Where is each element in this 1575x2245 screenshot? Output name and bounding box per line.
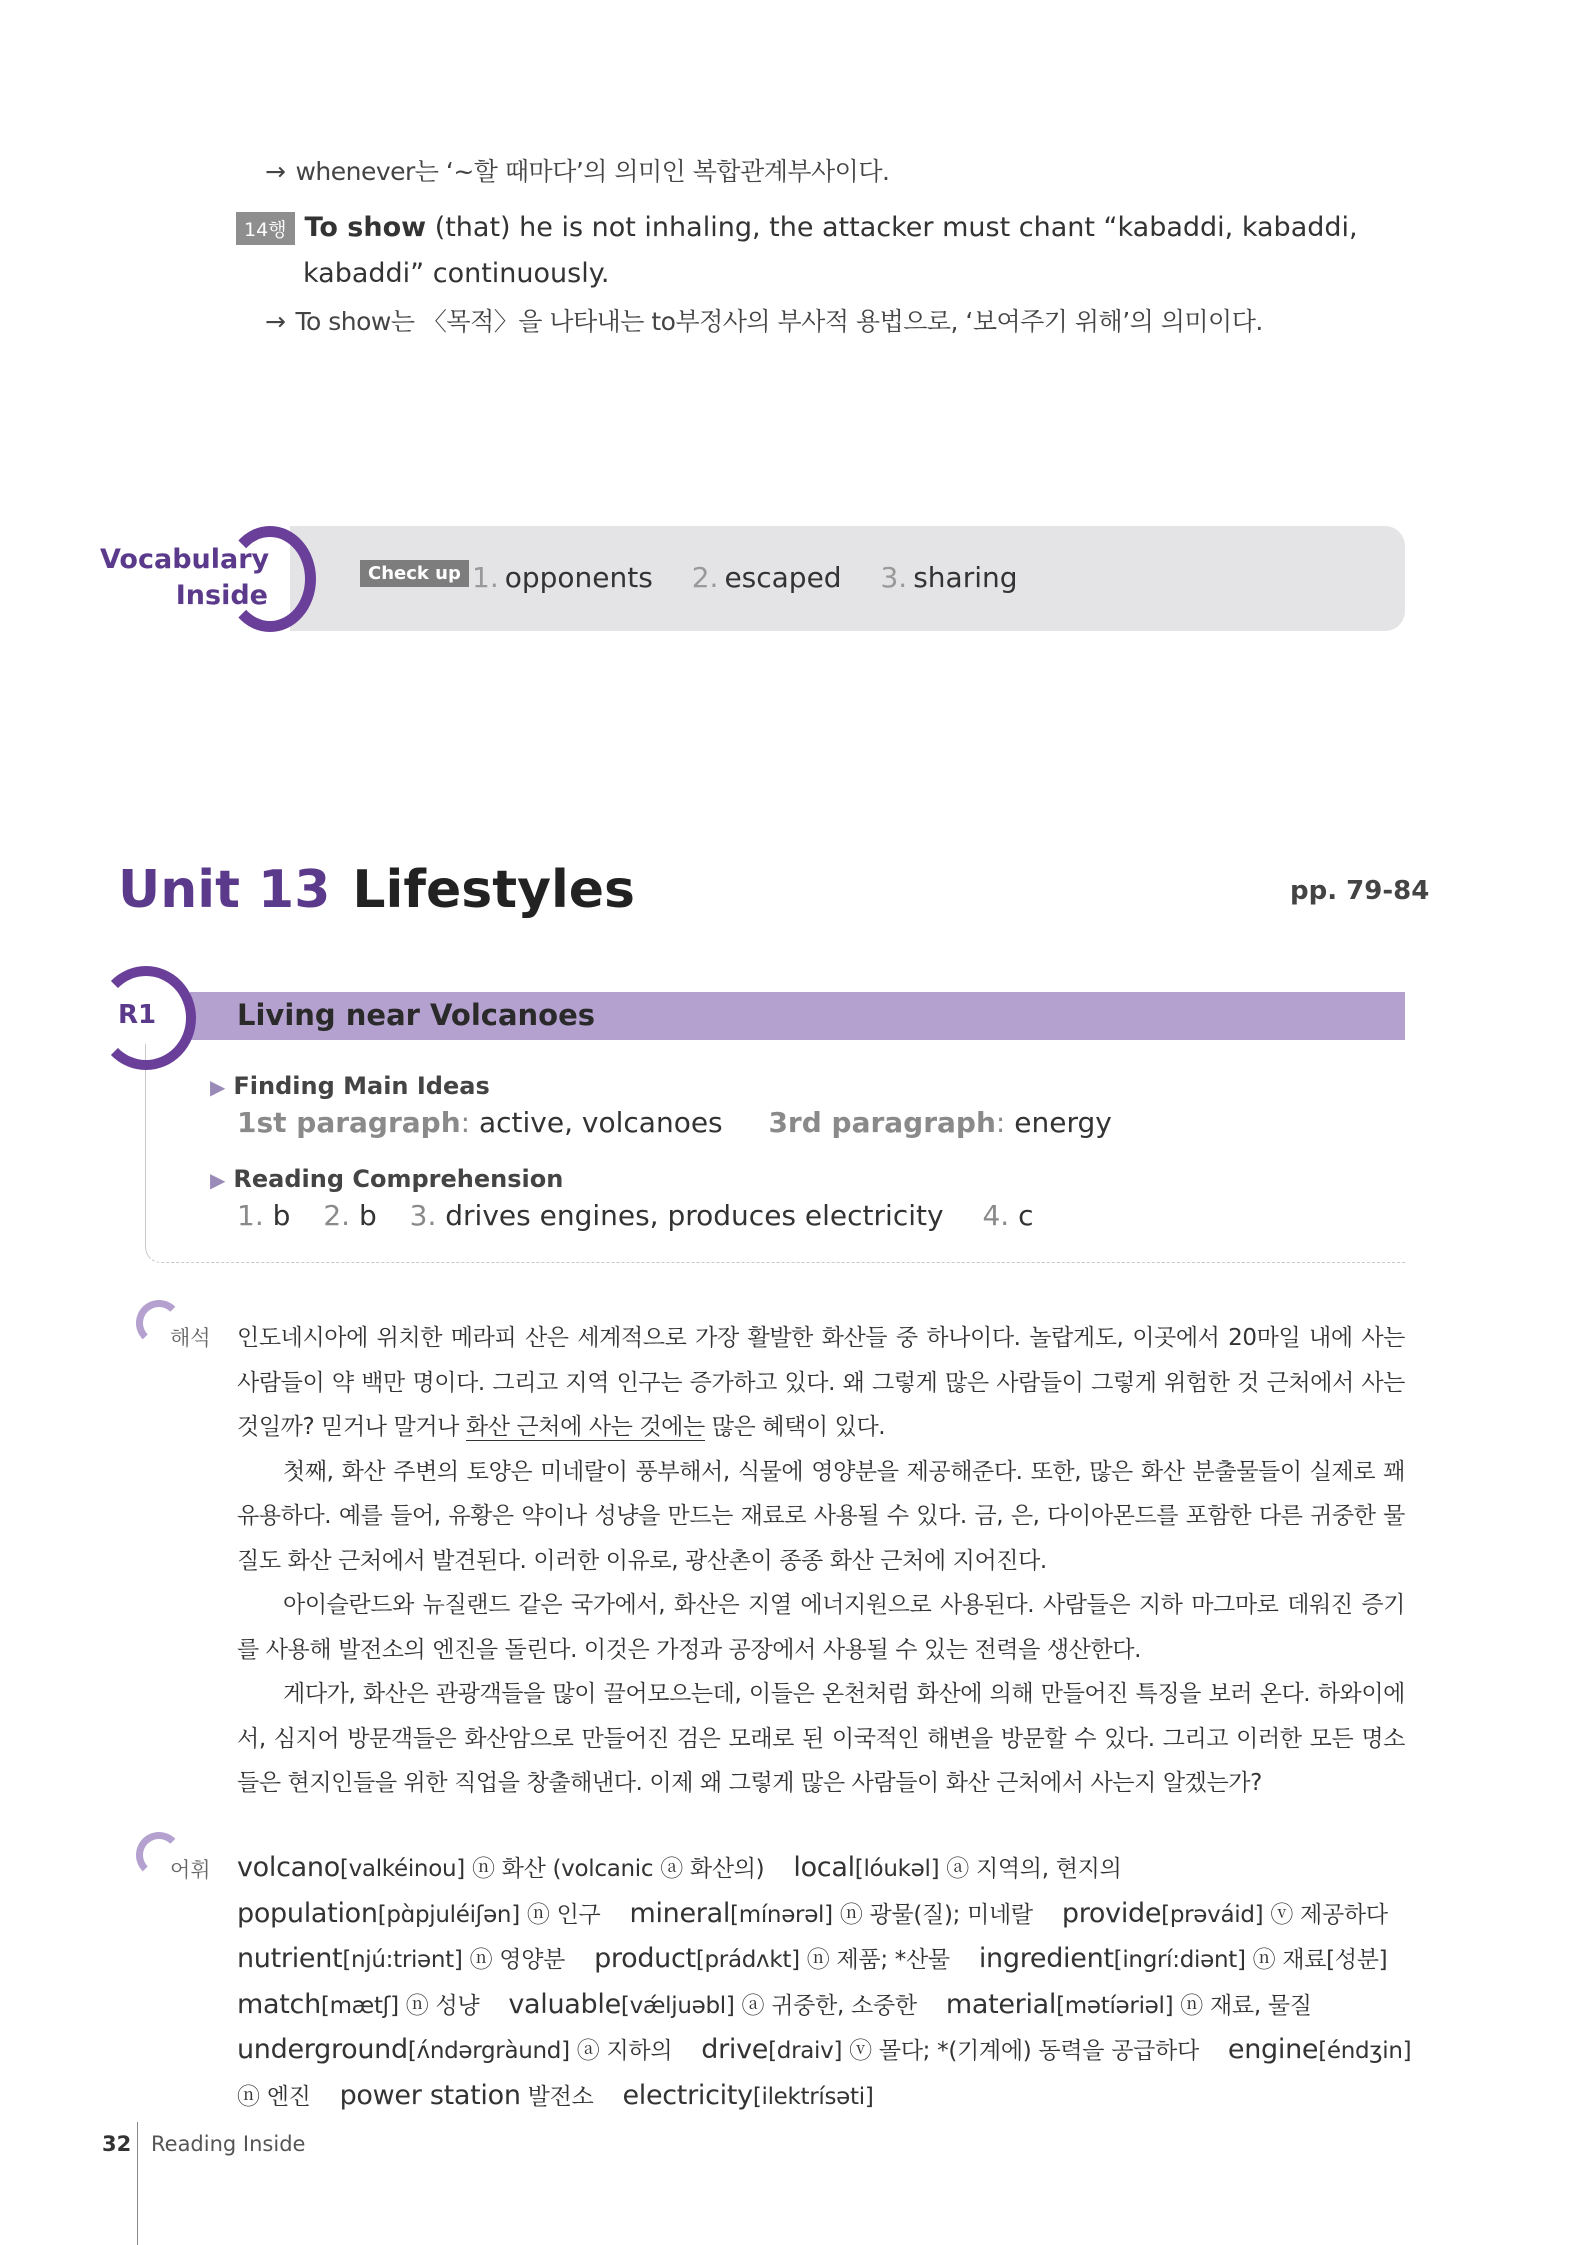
unit-title [118, 860, 635, 920]
example-sentence-cont: kabaddi” continuously. [303, 258, 610, 289]
check-up-badge: Check up [360, 563, 469, 584]
translation-paragraph-3: 아이슬란드와 뉴질랜드 같은 국가에서, 화산은 지열 에너지원으로 사용된다. 사람들은 지하 마그마로 데워진 증기를 사용해 발전소의 엔진을 돌린다. 이것은 가정과 공장에서 사용될 수 있는 전력을 생산한다. [237, 1592, 1405, 1663]
unit-name: Lifestyles [352, 860, 636, 920]
grammar-note-1: → whenever는 ‘~할 때마다’의 의미인 복합관계부사이다. [265, 157, 890, 186]
main-ideas-answers: 1st paragraph: active, volcanoes 3rd paragraph: energy [237, 1106, 1112, 1139]
translation-paragraph-4: 게다가, 화산은 관광객들을 많이 끌어모으는데, 이들은 온천처럼 화산에 의해 만들어진 특징을 보러 온다. 하와이에서, 심지어 방문객들은 화산암으로 만들어진 검은 모래로 된 이국적인 해변을 방문할 수 있다. 그리고 이러한 모든 명소들은 현지인들을 위한 직업을 창출해낸다. 이제 왜 그렇게 많은 사람들이 화산 근처에서 사는지 알겠는가? [237, 1681, 1405, 1796]
line-number-badge: 14행 [236, 212, 295, 245]
vocab-item: power station 발전소 [339, 2079, 594, 2111]
translation-paragraph-1: 인도네시아에 위치한 메라피 산은 세계적으로 가장 활발한 화산들 중 하나이다. 놀랍게도, 이곳에서 20마일 내에 사는 사람들이 약 백만 명이다. 그리고 지역 인구는 증가하고 있다. 왜 그렇게 많은 사람들이 그렇게 위험한 것 근처에서 사는 것일까? 믿거나 말거나 화산 근처에 사는 것에는 많은 혜택이 있다. [237, 1325, 1405, 1440]
vocab-answer-3: 3. sharing [880, 561, 1018, 594]
translation-text [237, 1316, 1405, 1806]
vocab-item: volcano[valkéinou] ⓝ 화산 (volcanic ⓐ 화산의) [237, 1852, 765, 1883]
page-number: 32 [102, 2132, 132, 2156]
vocab-item: mineral[mínərəl] ⓝ 광물(질); 미네랄 [629, 1897, 1033, 1929]
vocabulary-label: 어휘 [170, 1858, 211, 1882]
reading-comprehension-head: ▶ Reading Comprehension [210, 1165, 564, 1193]
vocabulary-inside-label: Vocabulary Inside [100, 544, 270, 611]
vocab-item: electricity[ilektrísəti] [622, 2079, 874, 2111]
example-sentence: 14행 To show (that) he is not inhaling, the attacker must chant “kabaddi, kabaddi, [236, 212, 1358, 245]
translation-paragraph-2: 첫째, 화산 주변의 토양은 미네랄이 풍부해서, 식물에 영양분을 제공해준다. 또한, 많은 화산 분출물들이 실제로 꽤 유용하다. 예를 들어, 유황은 약이나 성냥을 만드는 재료로 사용될 수 있다. 금, 은, 다이아몬드를 포함한 다른 귀중한 물질도 화산 근처에서 발견된다. 이러한 이유로, 광산촌이 종종 화산 근처에 지어진다. [237, 1458, 1405, 1574]
vocab-answers [472, 561, 1018, 594]
finding-main-ideas-head: ▶ Finding Main Ideas [210, 1072, 490, 1100]
vocab-answer-1: 1. opponents [472, 561, 653, 594]
triangle-icon: ▶ [210, 1075, 226, 1099]
vocab-item: provide[prəváid] ⓥ 제공하다 [1061, 1897, 1388, 1929]
r1-label: R1 [118, 1000, 157, 1030]
triangle-icon: ▶ [210, 1168, 226, 1192]
vocab-item: ingredient[ingrí:diənt] ⓝ 재료[성분] [978, 1943, 1388, 1975]
vocab-item: drive[draiv] ⓥ 몰다; *(기계에) 동력을 공급하다 [701, 2034, 1199, 2066]
vocab-item: valuable[vǽljuəbl] ⓐ 귀중한, 소중한 [508, 1988, 917, 2020]
vocab-item: material[mətíəriəl] ⓝ 재료, 물질 [945, 1988, 1312, 2020]
vocab-item: local[lóukəl] ⓐ 지역의, 현지의 [793, 1852, 1122, 1883]
unit-number: Unit 13 [118, 860, 331, 920]
vocab-item: engine[éndʒin] ⓝ 엔진 [237, 2034, 1412, 2110]
vocab-item: population[pɑ̀pjuléiʃən] ⓝ 인구 [237, 1897, 601, 1929]
page-range: pp. 79-84 [1290, 876, 1430, 906]
book-title: Reading Inside [151, 2132, 306, 2156]
comprehension-answers: 1. b 2. b 3. drives engines, produces electricity 4. c [237, 1199, 1034, 1232]
vocab-item: nutrient[njú:triənt] ⓝ 영양분 [237, 1943, 566, 1975]
r1-title: Living near Volcanoes [237, 998, 596, 1032]
vocab-item: match[mætʃ] ⓝ 성냥 [237, 1988, 480, 2020]
vocab-answer-2: 2. escaped [691, 561, 842, 594]
vocab-item: product[prádʌkt] ⓝ 제품; *산물 [594, 1943, 950, 1975]
vocab-item: underground[ʌ́ndərgràund] ⓐ 지하의 [237, 2034, 673, 2066]
footer-divider [137, 2122, 138, 2245]
grammar-note-2: → To show는 〈목적〉을 나타내는 to부정사의 부사적 용법으로, ‘보여주기 위해’의 의미이다. [265, 307, 1263, 336]
vocabulary-list [237, 1846, 1417, 2120]
translation-label: 해석 [170, 1326, 211, 1350]
